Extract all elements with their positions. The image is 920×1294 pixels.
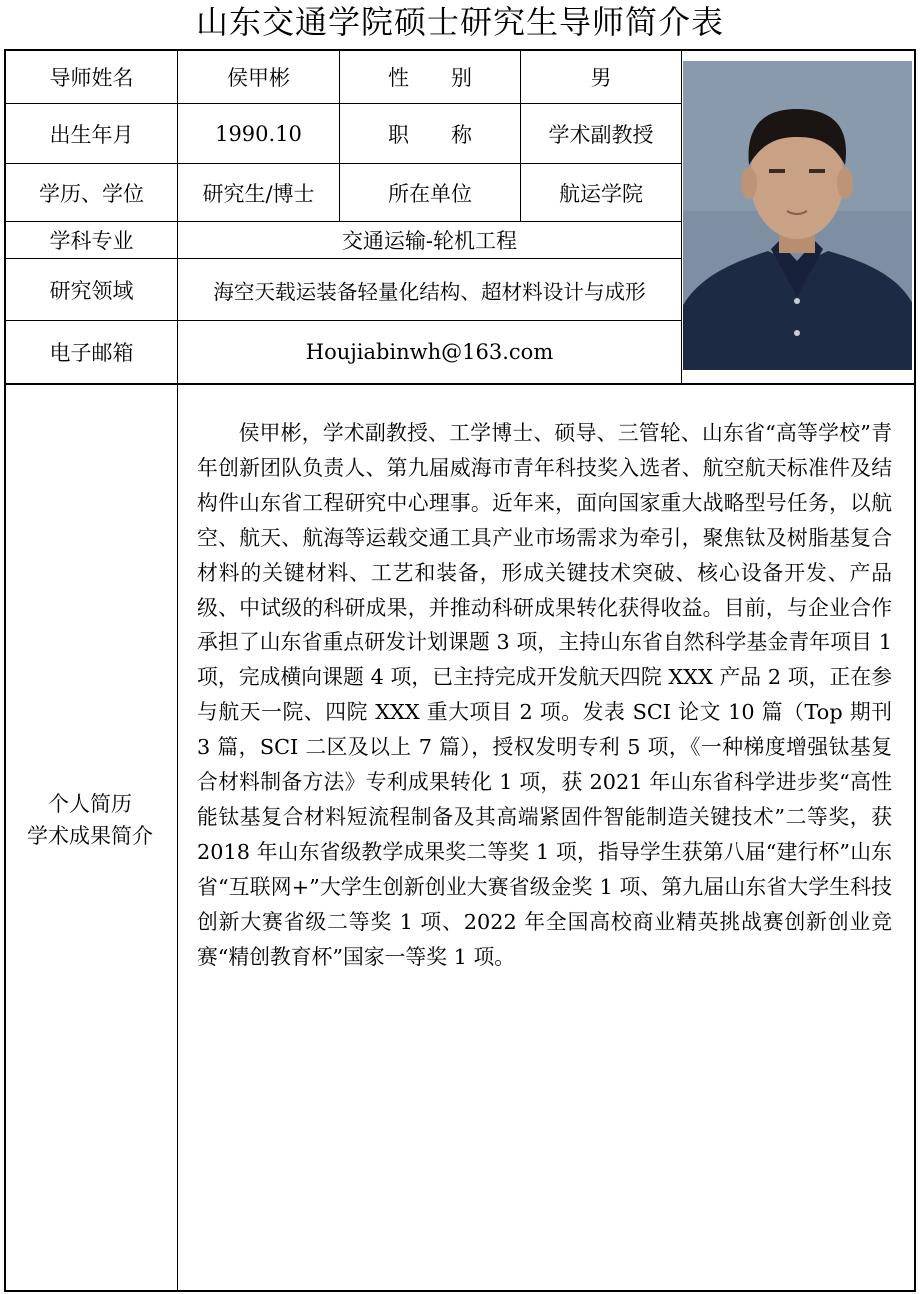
page-title: 山东交通学院硕士研究生导师简介表 bbox=[195, 3, 724, 41]
column-divider bbox=[681, 49, 682, 384]
profile-label-line1: 个人简历 bbox=[48, 792, 132, 816]
birth-label: 出生年月 bbox=[49, 122, 134, 147]
research-label: 研究领域 bbox=[49, 278, 134, 303]
degree-value: 研究生/博士 bbox=[202, 181, 315, 206]
degree-label: 学历、学位 bbox=[39, 181, 144, 206]
portrait-photo bbox=[683, 61, 912, 370]
table-border-bottom bbox=[4, 1290, 916, 1292]
name-value: 侯甲彬 bbox=[227, 66, 290, 90]
profile-label-line2: 学术成果简介 bbox=[27, 824, 153, 848]
job-title-label: 职 称 bbox=[388, 122, 472, 147]
email-label: 电子邮箱 bbox=[49, 341, 134, 365]
job-title-value: 学术副教授 bbox=[548, 122, 654, 147]
major-value: 交通运输-轮机工程 bbox=[341, 229, 518, 253]
email-value: Houjiabinwh@163.com bbox=[305, 340, 554, 364]
gender-value: 男 bbox=[590, 66, 612, 90]
profile-text: 侯甲彬，学术副教授、工学博士、硕导、三管轮、山东省“高等学校”青年创新团队负责人、第九届威海市青年科技奖入选者、航空航天标准件及结构件山东省工程研究中心理事。近年来，面向国家重大战略型号任务，以航空、航天、航海等运载交通工具产业市场需求为牵引，聚焦钛及树脂基复合材料的关键材料、工艺和装备，形成关键技术突破、核心设备开发、产品级、中试级的科研成果，并推动科研成果转化获得收益。目前，与企业合作承担了山东省重点研发计划课题 3 项，主持山东省自然科学基金青年项目 1 项，完成横向课题 4 项，已主持完成开发航天四院 XXX 产品 2 项，正在参与航天一院、四院 XXX 重大项目 2 项。发表 SCI 论文 10 篇（Top 期刊 3 篇，SCI 二区及以上 7 篇），授权发明专利 5 项，《一种梯度增强钛基复合材料制备方法》专利成果转化 1 项，获 2021 年山东省科学进步奖“高性能钛基复合材料短流程制备及其高端紧固件智能制造关键技术”二等奖，获 2018 年山东省级教学成果奖二等奖 1 项，指导学生获第八届“建行杯”山东省“互联网+”大学生创新创业大赛省级金奖 1 项、第九届山东省大学生科技创新大赛省级二等奖 1 项、2022 年全国高校商业精英挑战赛创新创业竞赛“精创教育杯”国家一等奖 1 项。 bbox=[197, 421, 892, 969]
profile-label bbox=[5, 788, 175, 852]
name-label: 导师姓名 bbox=[49, 66, 134, 90]
research-value: 海空天载运装备轻量化结构、超材料设计与成形 bbox=[213, 279, 646, 304]
portrait-photo-icon bbox=[683, 61, 912, 370]
gender-label: 性 别 bbox=[388, 66, 472, 90]
table-border-right bbox=[914, 49, 916, 1292]
major-label: 学科专业 bbox=[49, 229, 134, 253]
birth-value: 1990.10 bbox=[215, 121, 302, 146]
row-divider bbox=[4, 383, 916, 385]
unit-value: 航运学院 bbox=[559, 181, 643, 206]
unit-label: 所在单位 bbox=[388, 181, 472, 206]
